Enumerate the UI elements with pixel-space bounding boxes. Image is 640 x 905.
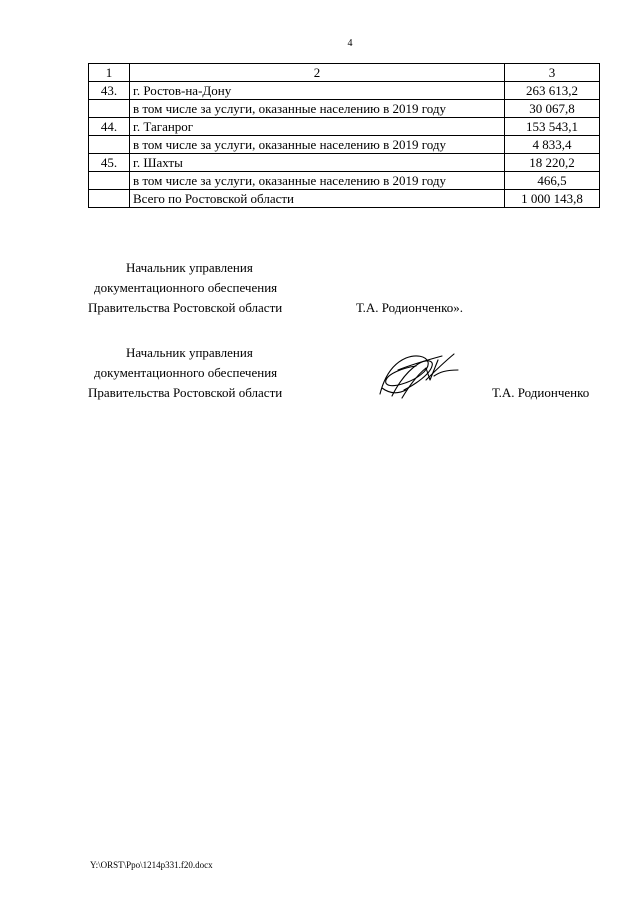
row-number-cell: 43.: [89, 82, 130, 100]
row-number-cell: [89, 172, 130, 190]
signatory-name-2: Т.А. Родионченко: [492, 385, 590, 400]
row-value-cell: 18 220,2: [505, 154, 600, 172]
row-value-cell: 30 067,8: [505, 100, 600, 118]
page-number: 4: [347, 38, 353, 49]
row-name-cell: г. Ростов-на-Дону: [130, 82, 505, 100]
table-row: [89, 154, 600, 172]
row-number-cell: 44.: [89, 118, 130, 136]
table-row: [89, 118, 600, 136]
row-name-cell: г. Шахты: [130, 154, 505, 172]
table-total-row: [89, 190, 600, 208]
handwritten-signature-image: [372, 350, 464, 402]
signature-title-line: Начальник управления: [126, 345, 253, 360]
table-row: [89, 136, 600, 154]
row-name-cell: в том числе за услуги, оказанные населению в 2019 году: [130, 136, 505, 154]
data-table: [88, 63, 600, 208]
signature-block-1-title: [88, 258, 282, 318]
row-number-cell: [89, 190, 130, 208]
signature-title-line: документационного обеспечения: [94, 365, 278, 380]
row-name-cell: в том числе за услуги, оказанные населению в 2019 году: [130, 100, 505, 118]
row-number-cell: 45.: [89, 154, 130, 172]
row-value-cell: 466,5: [505, 172, 600, 190]
signature-title-line: Начальник управления: [126, 260, 253, 275]
signature-block-2-title: [88, 343, 282, 403]
signature-title-line: Правительства Ростовской области: [88, 385, 283, 400]
header-cell-1: 1: [89, 64, 130, 82]
signature-title-line: Правительства Ростовской области: [88, 300, 283, 315]
header-cell-3: 3: [505, 64, 600, 82]
signature-title-line: документационного обеспечения: [94, 280, 278, 295]
row-value-cell: 1 000 143,8: [505, 190, 600, 208]
row-number-cell: [89, 100, 130, 118]
header-cell-2: 2: [130, 64, 505, 82]
table-row: [89, 100, 600, 118]
row-value-cell: 263 613,2: [505, 82, 600, 100]
row-name-cell: г. Таганрог: [130, 118, 505, 136]
footer-file-path: Y:\ORST\Ppo\1214p331.f20.docx: [90, 860, 213, 870]
row-name-cell: в том числе за услуги, оказанные населению в 2019 году: [130, 172, 505, 190]
row-value-cell: 4 833,4: [505, 136, 600, 154]
table-row: [89, 82, 600, 100]
row-value-cell: 153 543,1: [505, 118, 600, 136]
row-name-cell: Всего по Ростовской области: [130, 190, 505, 208]
table-row: [89, 172, 600, 190]
signatory-name-1: Т.А. Родионченко».: [356, 300, 464, 315]
row-number-cell: [89, 136, 130, 154]
table-header-row: [89, 64, 600, 82]
